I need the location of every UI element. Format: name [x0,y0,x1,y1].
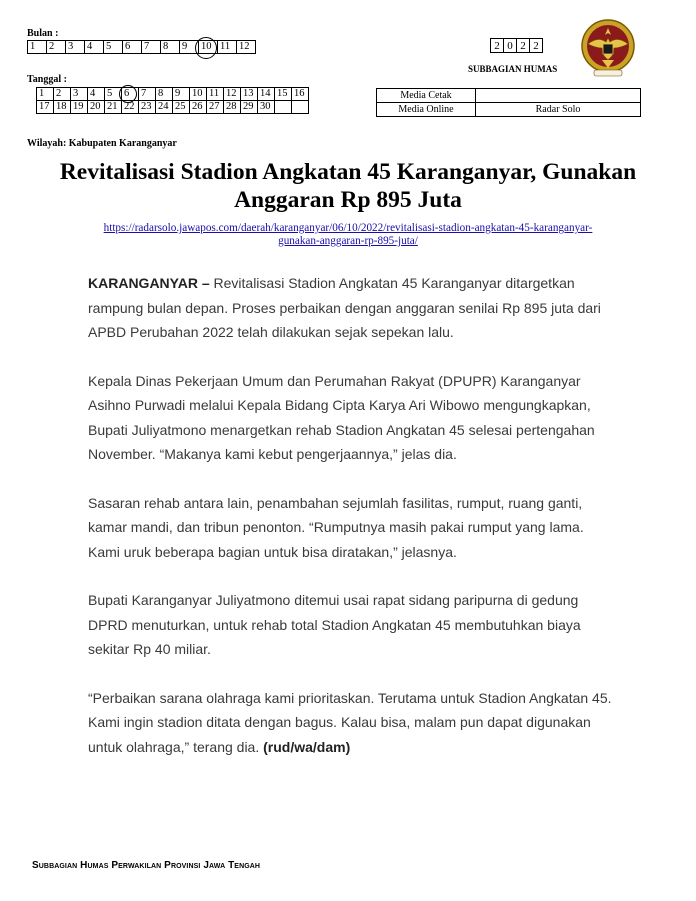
day-cell: 11 [207,88,224,101]
paragraph-3: Sasaran rehab antara lain, penambahan sejumlah fasilitas, rumput, ruang ganti, kamar mandi, dan tribun penonton. “Rumputnya masih pakai rumput yang lama. Kami uruk beberapa bagian untuk bisa diratakan,” jelasnya. [88,494,584,560]
day-grid [36,87,309,114]
author-initials: (rud/wa/dam) [263,738,351,755]
day-cell: 29 [241,101,258,114]
day-cell: 27 [207,101,224,114]
paragraph-1 [88,271,618,345]
month-cell: 1 [28,41,47,54]
day-cell: 24 [156,101,173,114]
footer-text: Subbagian Humas Perwakilan Provinsi Jawa Tengah [32,860,261,871]
day-cell: 3 [71,88,88,101]
month-cell: 5 [104,41,123,54]
day-cell: 18 [54,101,71,114]
month-cell: 12 [237,41,256,54]
day-cell: 8 [156,88,173,101]
source-link[interactable] [30,222,666,248]
paragraph-5 [88,686,618,760]
day-cell: 10 [190,88,207,101]
day-cell: 17 [37,101,54,114]
month-cell: 3 [66,41,85,54]
day-cell: 13 [241,88,258,101]
paragraph-1-text: Revitalisasi Stadion Angkatan 45 Karanganyar ditargetkan rampung bulan depan. Proses perbaikan dengan anggaran senilai Rp 895 juta dari APBD Perubahan 2022 telah dilakukan sejak sepekan lalu. [88,275,601,340]
day-cell: 25 [173,101,190,114]
day-cell: 23 [139,101,156,114]
year-digit: 2 [491,39,504,53]
media-table [376,88,641,117]
title-line-1: Revitalisasi Stadion Angkatan 45 Karanganyar, Gunakan [59,159,637,185]
paragraph-5-text: “Perbaikan sarana olahraga kami prioritaskan. Terutama untuk Stadion Angkatan 45. Kami ingin stadion ditata dengan bagus. Kalau bisa, malam pun dapat digunakan untuk olahraga,” terang dia. [88,689,612,755]
day-cell: 19 [71,101,88,114]
month-cell: 4 [85,41,104,54]
year-digit: 2 [530,39,543,53]
article-title [20,158,676,214]
day-cell: 7 [139,88,156,101]
month-cell: 11 [218,41,237,54]
year-digit: 2 [517,39,530,53]
article-body [88,271,618,783]
garuda-emblem-icon [580,18,636,80]
media-online-value: Radar Solo [476,103,641,117]
month-grid [27,40,256,54]
day-cell: 5 [105,88,122,101]
wilayah-label: Wilayah: Kabupaten Karanganyar [27,138,177,149]
media-cetak-value [476,89,641,103]
bulan-label: Bulan : [27,28,59,39]
source-link-line-2[interactable]: gunakan-anggaran-rp-895-juta/ [278,235,418,247]
day-cell: 6 [122,88,139,101]
day-cell: 30 [258,101,275,114]
day-cell: 22 [122,101,139,114]
day-cell: 15 [275,88,292,101]
month-cell: 6 [123,41,142,54]
day-cell: 2 [54,88,71,101]
title-line-2: Anggaran Rp 895 Juta [234,187,462,213]
day-cell: 14 [258,88,275,101]
year-digit: 0 [504,39,517,53]
day-cell: 21 [105,101,122,114]
source-link-line-1[interactable]: https://radarsolo.jawapos.com/daerah/karanganyar/06/10/2022/revitalisasi-stadion-angkatan-45-karanganyar- [103,222,593,234]
day-cell: 4 [88,88,105,101]
day-cell: 1 [37,88,54,101]
day-cell: 28 [224,101,241,114]
media-cetak-label: Media Cetak [377,89,476,103]
department-label: SUBBAGIAN HUMAS [468,64,558,74]
paragraph-4: Bupati Karanganyar Juliyatmono ditemui usai rapat sidang paripurna di gedung DPRD menuturkan, untuk rehab total Stadion Angkatan 45 membutuhkan biaya sekitar Rp 40 miliar. [88,592,581,657]
dateline: KARANGANYAR – [88,275,210,291]
day-cell: 12 [224,88,241,101]
day-cell: 26 [190,101,207,114]
day-cell [275,101,292,114]
media-online-label: Media Online [377,103,476,117]
year-box [490,38,543,53]
month-cell: 10 [199,41,218,54]
month-cell: 8 [161,41,180,54]
month-cell: 9 [180,41,199,54]
month-cell: 7 [142,41,161,54]
day-cell: 20 [88,101,105,114]
day-cell: 16 [292,88,309,101]
tanggal-label: Tanggal : [27,74,67,85]
paragraph-2: Kepala Dinas Pekerjaan Umum dan Perumahan Rakyat (DPUPR) Karanganyar Asihno Purwadi melalui Kepala Bidang Cipta Karya Ari Wibowo mengungkapkan, Bupati Juliyatmono menargetkan rehab Stadion Angkatan 45 selesai pertengahan November. “Makanya kami kebut pengerjaannya,” jelas dia. [88,372,595,462]
day-cell [292,101,309,114]
day-cell: 9 [173,88,190,101]
month-cell: 2 [47,41,66,54]
